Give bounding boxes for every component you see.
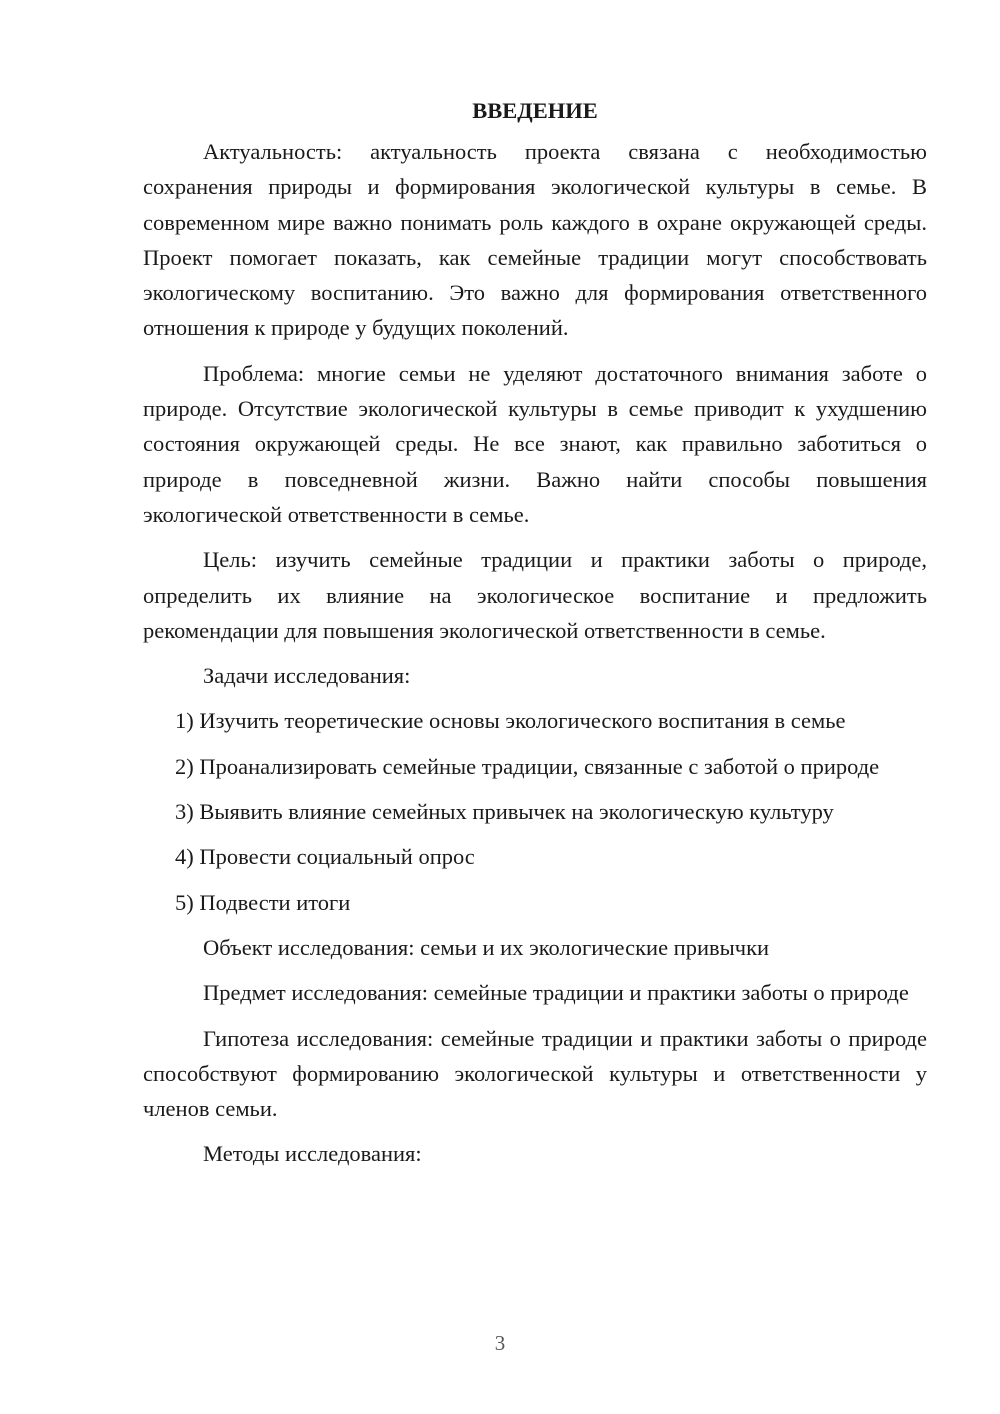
goal-paragraph: Цель: изучить семейные традиции и практики заботы о природе, определить их влияние на экологическое воспитание и предложить рекомендации для повышения экологической ответственности в семье. [143, 547, 927, 643]
tasks-heading: Задачи исследования: [203, 663, 411, 689]
relevance-paragraph: Актуальность: актуальность проекта связана с необходимостью сохранения природы и формирования экологической культуры в семье. В современном мире важно понимать роль каждого в охране окружающей среды. Проект помогает показать, как семейные традиции могут способствовать экологическому воспитанию. Это важно для формирования ответственного отношения к природе у будущих поколений. [143, 139, 927, 341]
methods-heading: Методы исследования: [203, 1141, 422, 1167]
problem-paragraph: Проблема: многие семьи не уделяют достаточного внимания заботе о природе. Отсутствие экологической культуры в семье приводит к ухудшению состояния окружающей среды. Не все знают, как правильно заботиться о природе в повседневной жизни. Важно найти способы повышения экологической ответственности в семье. [143, 360, 927, 527]
page-title: ВВЕДЕНИЕ [472, 98, 598, 123]
task-item-1: 1) Изучить теоретические основы экологического воспитания в семье [175, 708, 846, 734]
task-item-2: 2) Проанализировать семейные традиции, связанные с заботой о природе [175, 753, 880, 779]
task-item-4: 4) Провести социальный опрос [175, 844, 475, 870]
task-item-3: 3) Выявить влияние семейных привычек на экологическую культуру [175, 799, 834, 825]
research-subject: Предмет исследования: семейные традиции и практики заботы о природе [203, 980, 909, 1006]
research-object: Объект исследования: семьи и их экологические привычки [203, 934, 770, 960]
task-item-5: 5) Подвести итоги [175, 889, 351, 915]
page-number: 3 [494, 1331, 506, 1355]
research-hypothesis: Гипотеза исследования: семейные традиции и практики заботы о природе способствуют формированию экологической культуры и ответственности у членов семьи. [143, 1025, 927, 1122]
document-page [143, 93, 927, 1182]
